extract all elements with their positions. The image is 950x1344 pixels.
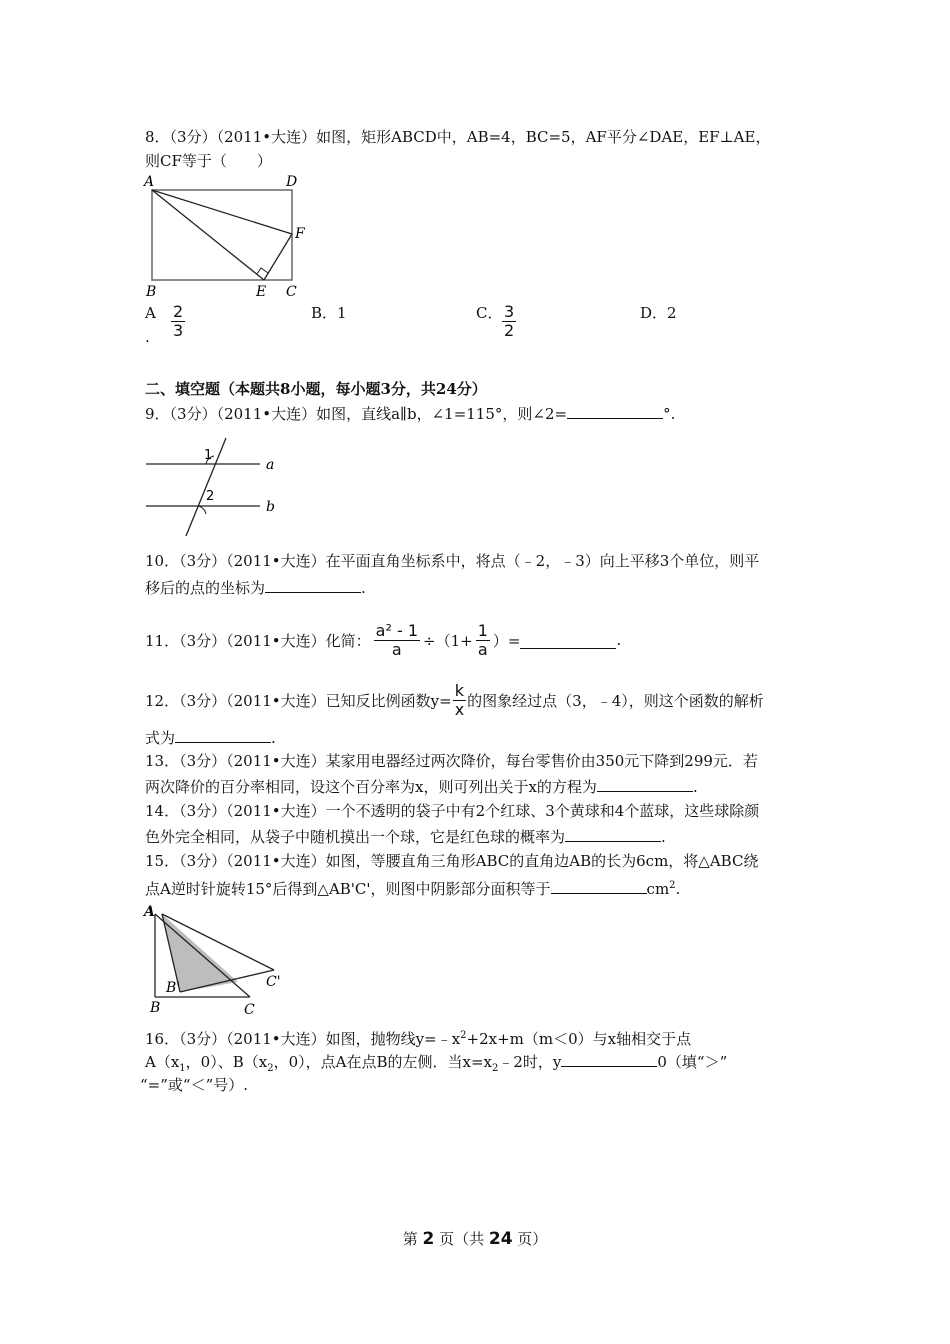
q14-line2-text: 色外完全相同，从袋子中随机摸出一个球，它是红色球的概率为	[145, 828, 566, 846]
q9-angle2-arc	[198, 506, 206, 514]
q8-label-F: F	[295, 226, 305, 242]
q8-label-D: D	[286, 174, 298, 190]
q9-stem: 9．（3分）（2011•大连）如图，直线a∥b，∠1=115°，则∠2=	[145, 405, 568, 423]
q16-l2-s2: 2	[267, 1063, 274, 1074]
q9-text	[145, 402, 675, 425]
q10-line2	[145, 576, 366, 599]
frac-den: a	[477, 639, 488, 659]
frac-den: 3	[173, 321, 184, 340]
answer-blank	[551, 877, 647, 894]
q10-line2-text: 移后的点的坐标为	[145, 579, 266, 597]
footer-post: 页）	[512, 1230, 548, 1248]
q15-line1: 15．（3分）（2011•大连）如图，等腰直角三角形ABC的直角边AB的长为6cm，将△ABC绕	[145, 852, 759, 870]
q12-stem: 12．（3分）（2011•大连）已知反比例函数y=	[145, 691, 452, 710]
q16-l2-d: ﹣2时，y	[498, 1053, 562, 1071]
frac-num: 3	[504, 302, 515, 321]
q8-segment-AF	[152, 190, 292, 234]
footer-pre: 第	[402, 1230, 423, 1248]
q15-unit-sup: 2	[669, 880, 676, 891]
q8-option-a-frac	[168, 303, 188, 340]
footer-total-pages: 24	[488, 1229, 513, 1249]
q10-tail: .	[361, 579, 366, 597]
q15-unit: cm	[646, 880, 670, 898]
q15-line2-text: 点A逆时针旋转15°后得到△AB'C'，则图中阴影部分面积等于	[145, 880, 551, 898]
footer-mid: 页（共	[434, 1230, 489, 1248]
section-title: 二、填空题（本题共8小题，每小题3分，共24分）	[145, 380, 487, 398]
q15-label-A: A	[144, 904, 155, 920]
q8-right-angle-mark	[257, 268, 268, 274]
q9-angle2: 2	[206, 489, 215, 504]
frac-den: 2	[504, 321, 515, 340]
q8-option-c-frac	[499, 303, 519, 340]
q9-label-a: a	[266, 457, 275, 473]
q15-label-Bp: B'	[166, 980, 181, 996]
q12-line2	[145, 726, 276, 749]
q8-option-c-label: C．	[476, 304, 503, 322]
q13-line2	[145, 775, 698, 798]
answer-blank	[565, 825, 661, 842]
q13-line2-text: 两次降价的百分率相同，设这个百分率为x，则可列出关于x的方程为	[145, 778, 597, 796]
answer-blank	[597, 775, 693, 792]
answer-blank	[175, 726, 271, 743]
q11-close: ）=	[492, 631, 521, 650]
q13-tail: .	[692, 778, 698, 796]
q15-label-B: B	[150, 1000, 161, 1016]
q10-line1: 10．（3分）（2011•大连）在平面直角坐标系中，将点（﹣2，﹣3）向上平移3个单位，则平	[145, 552, 760, 570]
page-footer	[0, 1228, 950, 1250]
q11-div: ÷（1+	[423, 631, 473, 650]
q8-line2: 则CF等于（ ）	[145, 152, 272, 170]
q11-stem: 11．（3分）（2011•大连）化简：	[145, 631, 371, 650]
q9-figure	[140, 434, 290, 540]
footer-page-number: 2	[422, 1229, 435, 1249]
answer-blank	[520, 632, 616, 649]
q14-line1: 14．（3分）（2011•大连）一个不透明的袋子中有2个红球、3个黄球和4个蓝球，这些球除颜	[145, 802, 760, 820]
q16-l2-b: ，0）、B（x	[185, 1053, 268, 1071]
q16-l2-s3: 2	[491, 1063, 499, 1074]
q8-segment-AE	[152, 190, 264, 280]
q8-option-a-label: A	[145, 304, 156, 322]
q16-l2-s1: 1	[179, 1063, 186, 1074]
q8-segment-EF	[264, 234, 292, 280]
q16-l2-e: 0（填“＞”	[657, 1053, 728, 1071]
q14-tail: .	[661, 828, 666, 846]
frac-num: a² - 1	[375, 620, 418, 640]
q8-option-b: B．1	[311, 304, 347, 322]
q9-label-b: b	[266, 499, 275, 515]
frac-num: 1	[477, 620, 488, 640]
q15-line2	[145, 875, 680, 900]
frac-num: k	[454, 680, 465, 700]
q8-line1: 8．（3分）（2011•大连）如图，矩形ABCD中，AB=4，BC=5，AF平分∠DAE，EF⊥AE，	[145, 128, 771, 146]
q15-figure	[140, 902, 300, 1022]
q8-label-A: A	[144, 174, 155, 190]
q8-figure	[140, 172, 310, 302]
q8-rectangle	[152, 190, 292, 280]
q12-post: 的图象经过点（3，﹣4），则这个函数的解析	[467, 691, 764, 710]
q12-tail: .	[271, 729, 276, 747]
q8-option-d: D．2	[640, 304, 677, 322]
answer-blank	[265, 576, 361, 593]
frac-num: 2	[173, 302, 184, 321]
answer-blank	[561, 1050, 657, 1067]
q8-option-a-dot: .	[145, 328, 150, 346]
q14-line2	[145, 825, 666, 848]
q16-line3: “=”或“＜”号）.	[140, 1076, 249, 1094]
q12-row	[145, 680, 764, 720]
q16-line1-a: 16．（3分）（2011•大连）如图，抛物线y=﹣x	[145, 1030, 461, 1048]
q8-label-C: C	[286, 284, 297, 300]
q16-line1	[145, 1025, 691, 1050]
frac-den: a	[391, 639, 402, 659]
q16-line1-b: +2x+m（m＜0）与x轴相交于点	[466, 1030, 692, 1048]
q8-label-B: B	[146, 284, 157, 300]
answer-blank	[567, 402, 663, 419]
q15-label-C: C	[244, 1002, 255, 1018]
frac-den: x	[454, 699, 465, 719]
q8-label-E: E	[256, 284, 267, 300]
q9-angle1: 1	[204, 448, 213, 463]
q16-line1-sup: 2	[460, 1030, 467, 1041]
q12-line2-text: 式为	[145, 729, 176, 747]
q9-tail: °.	[663, 405, 676, 423]
q11-row	[145, 618, 621, 662]
q16-l2-c: ，0），点A在点B的左侧．当x=x	[273, 1053, 492, 1071]
q13-line1: 13．（3分）（2011•大连）某家用电器经过两次降价，每台零售价由350元下降到299元．若	[145, 752, 758, 770]
q15-tail: .	[675, 880, 681, 898]
q16-l2-a: A（x	[145, 1053, 180, 1071]
q15-label-Cp: C'	[266, 974, 281, 990]
q11-tail: .	[616, 631, 622, 649]
